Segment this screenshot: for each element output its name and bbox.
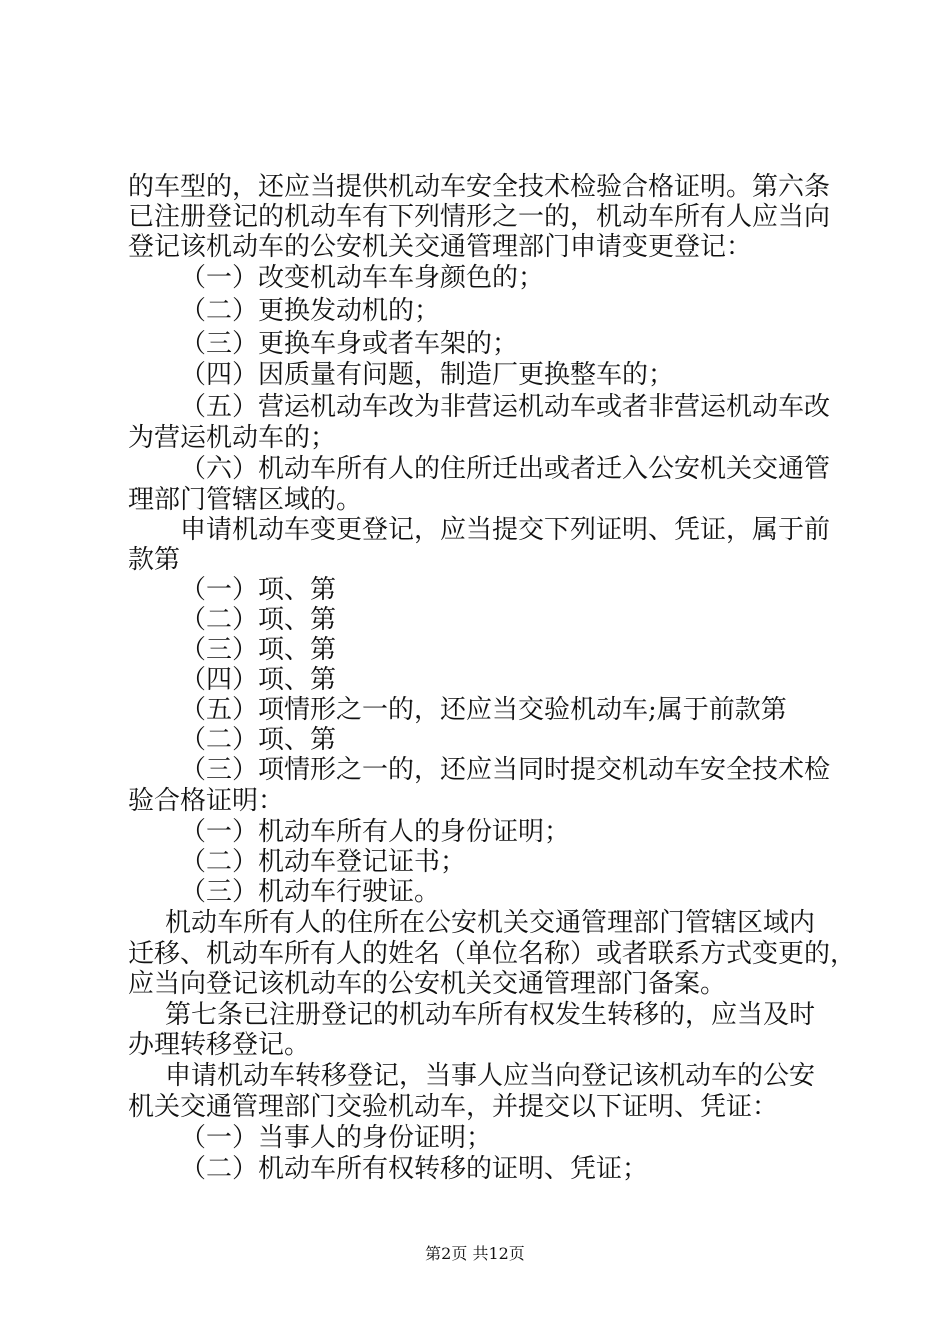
- text-line: （三）项情形之一的，还应当同时提交机动车安全技术检: [180, 755, 831, 785]
- text-line: （三）项、第: [180, 635, 337, 665]
- text-line: （二）项、第: [180, 605, 337, 635]
- text-line: （三）机动车行驶证。: [180, 877, 441, 907]
- text-line: （四）因质量有问题，制造厂更换整车的；: [180, 360, 675, 390]
- text-line: 理部门管辖区域的。: [128, 485, 363, 515]
- text-line: 款第: [128, 545, 181, 575]
- text-line: 的车型的，还应当提供机动车安全技术检验合格证明。第六条: [128, 172, 831, 202]
- text-line: （六）机动车所有人的住所迁出或者迁入公安机关交通管: [180, 454, 831, 484]
- text-line: （五）项情形之一的，还应当交验机动车;属于前款第: [180, 695, 787, 725]
- text-line: （五）营运机动车改为非营运机动车或者非营运机动车改: [180, 392, 831, 422]
- text-line: 机关交通管理部门交验机动车，并提交以下证明、凭证：: [128, 1092, 779, 1122]
- text-line: （二）机动车登记证书；: [180, 847, 467, 877]
- text-line: （四）项、第: [180, 665, 337, 695]
- text-line: （一）当事人的身份证明；: [180, 1123, 493, 1153]
- text-line: （三）更换车身或者车架的；: [180, 329, 519, 359]
- text-line: 第七条已注册登记的机动车所有权发生转移的，应当及时: [165, 1000, 816, 1030]
- text-line: 申请机动车转移登记，当事人应当向登记该机动车的公安: [165, 1061, 816, 1091]
- text-line: （二）机动车所有权转移的证明、凭证；: [180, 1154, 649, 1184]
- text-line: （二）项、第: [180, 725, 337, 755]
- text-line: 申请机动车变更登记，应当提交下列证明、凭证，属于前: [180, 515, 831, 545]
- text-line: 应当向登记该机动车的公安机关交通管理部门备案。: [128, 969, 727, 999]
- text-line: （一）项、第: [180, 575, 337, 605]
- text-line: 登记该机动车的公安机关交通管理部门申请变更登记：: [128, 232, 753, 262]
- text-line: （一）机动车所有人的身份证明；: [180, 817, 571, 847]
- text-line: 机动车所有人的住所在公安机关交通管理部门管辖区域内: [165, 908, 816, 938]
- text-line: 已注册登记的机动车有下列情形之一的，机动车所有人应当向: [128, 202, 831, 232]
- page-number: 第2页 共12页: [425, 1244, 525, 1263]
- text-line: （一）改变机动车车身颜色的；: [180, 263, 545, 293]
- text-line: 迁移、机动车所有人的姓名（单位名称）或者联系方式变更的，: [128, 939, 857, 969]
- text-line: （二）更换发动机的；: [180, 296, 441, 326]
- text-line: 验合格证明：: [128, 786, 285, 816]
- text-line: 办理转移登记。: [128, 1030, 311, 1060]
- text-line: 为营运机动车的；: [128, 423, 337, 453]
